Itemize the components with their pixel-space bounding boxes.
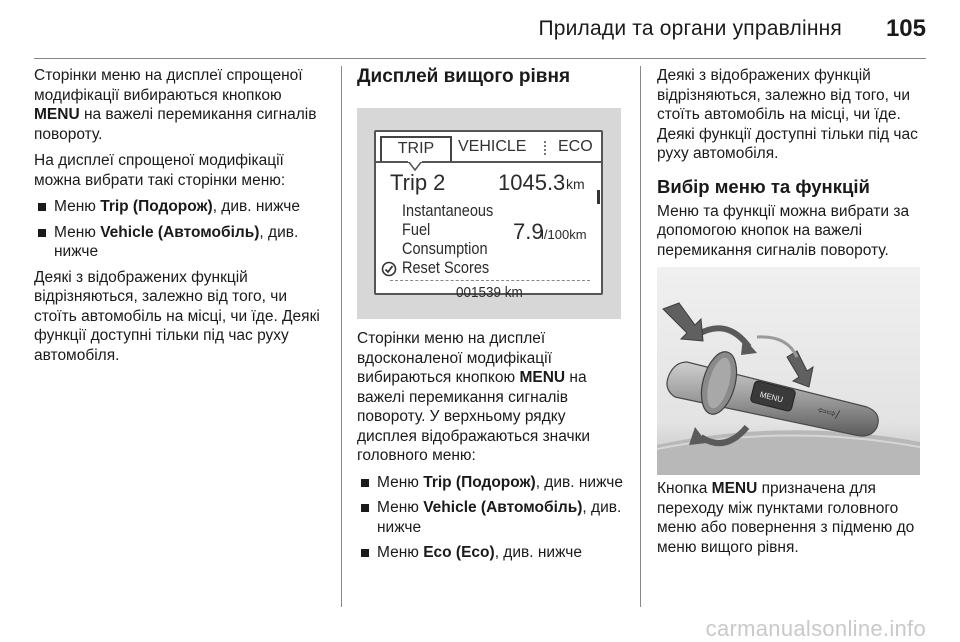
text-run: на важелі перемикання сигналів повороту.: [34, 106, 317, 143]
lcd-divider: [390, 280, 590, 281]
lcd-screen: [374, 130, 603, 301]
list-item: [357, 543, 625, 563]
menu-name: Trip (Подорож): [423, 473, 536, 491]
section-heading: Вибір меню та функцій: [657, 175, 870, 197]
paragraph: Деякі з відображених функцій відрізняються, залежно від того, чи стоїть автомобіль на місці, чи їде. Деякі функції доступні тільки під час руху автомобіля.: [657, 67, 918, 162]
trip-name: Trip 2: [390, 170, 446, 195]
list-item: [34, 223, 330, 262]
header-divider: [34, 58, 926, 59]
text-run: Меню: [54, 198, 101, 215]
text-run: на важелі перемикання сигналів повороту. У верхньому рядку дисплея відображаються значки головного меню:: [357, 369, 591, 464]
tab-trip: TRIP: [380, 136, 452, 162]
paragraph: [657, 479, 925, 557]
text-run: призначена для переходу між пунктами головного меню або повернення з підменю до меню вищого рівня.: [657, 480, 915, 556]
list-item: [357, 473, 625, 493]
menu-name: Trip (Подорож): [100, 198, 213, 215]
text-run: Меню: [377, 544, 424, 561]
page-header: [0, 0, 960, 58]
text-run: , див. нижче: [535, 473, 623, 491]
menu-name: Vehicle (Автомобіль): [100, 223, 260, 241]
menu-list: [34, 197, 330, 262]
fuel-unit: l/100km: [541, 227, 587, 242]
column-divider: [640, 66, 641, 607]
tab-eco: ECO: [558, 138, 593, 155]
tab-separator: [544, 141, 546, 155]
menu-item-instantaneous: Instantaneous: [402, 202, 494, 220]
text-run: Меню: [54, 223, 101, 241]
menu-key-label: MENU: [34, 106, 80, 123]
list-item: [357, 498, 625, 537]
fuel-value: 7.9: [513, 219, 544, 244]
text-run: Сторінки меню на дисплеї вдосконаленої модифікації вибираються кнопкою: [357, 330, 552, 386]
text-run: Меню: [377, 499, 424, 516]
odometer: 001539 km: [456, 284, 523, 301]
menu-item-consumption: Consumption: [402, 240, 488, 258]
menu-key-label: MENU: [711, 480, 758, 497]
menu-item-fuel: Fuel: [402, 221, 431, 239]
trip-value: 1045.3: [498, 170, 566, 195]
lcd-tab-bar: [376, 132, 601, 162]
lever-illustration: [657, 267, 920, 475]
display-illustration: [357, 108, 621, 319]
text-run: , див. нижче: [54, 223, 299, 260]
trip-unit: km: [566, 176, 585, 192]
section-heading: Дисплей вищого рівня: [357, 66, 571, 87]
text-run: Меню: [377, 473, 424, 491]
chapter-title: Прилади та органи управління: [538, 17, 842, 40]
page-number: 105: [885, 15, 926, 42]
paragraph: Меню та функції можна вибрати за допомогою кнопок на важелі перемикання сигналів повороту.: [657, 202, 910, 259]
column-left: [34, 66, 330, 372]
watermark: carmanualsonline.info: [705, 616, 926, 641]
turn-signal-lever-drawing: [657, 267, 920, 475]
text-run: Кнопка: [657, 480, 712, 497]
list-item: [34, 197, 330, 217]
menu-name: Vehicle (Автомобіль): [423, 499, 583, 516]
menu-item-reset-scores: Reset Scores: [402, 259, 490, 277]
paragraph: На дисплеї спрощеної модифікації можна вибрати такі сторінки меню:: [34, 152, 286, 189]
paragraph: Деякі з відображених функцій відрізняються, залежно від того, чи стоїть автомобіль на місці, чи їде. Деякі функції доступні тільки під час руху автомобіля.: [34, 268, 320, 364]
menu-list: [357, 473, 625, 563]
menu-name: Eco (Eco): [423, 544, 495, 561]
scrollbar-indicator: [597, 190, 600, 204]
text-run: , див. нижче: [212, 198, 300, 215]
text-run: , див. нижче: [494, 544, 582, 561]
paragraph: [357, 329, 625, 466]
tab-vehicle: VEHICLE: [458, 138, 527, 155]
column-divider: [341, 66, 342, 607]
paragraph: [34, 66, 330, 144]
svg-text:⇦⇨/: ⇦⇨/: [816, 403, 841, 422]
menu-button-label: MENU: [758, 389, 784, 405]
text-run: Сторінки меню на дисплеї спрощеної модифікації вибираються кнопкою: [34, 67, 303, 104]
text-run: , див. нижче: [377, 499, 622, 536]
menu-key-label: MENU: [519, 369, 566, 386]
check-circle-icon: [381, 261, 397, 277]
